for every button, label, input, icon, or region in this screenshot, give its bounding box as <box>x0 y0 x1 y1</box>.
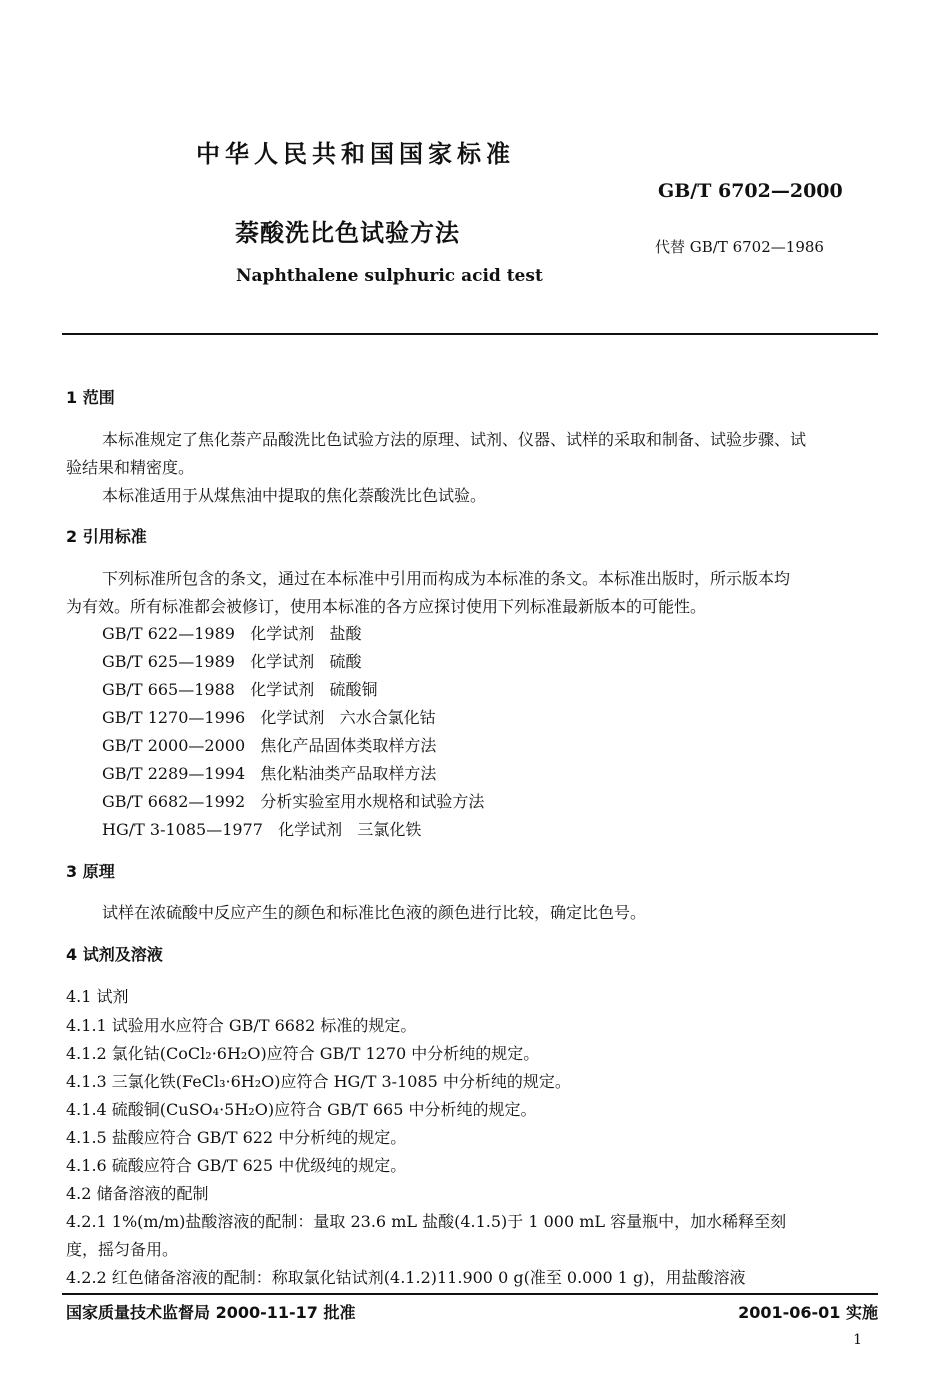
section-1-para: 本标准适用于从煤焦油中提取的焦化萘酸洗比色试验。 <box>102 486 487 505</box>
reagent-item: 4.1.3 三氯化铁(FeCl₃·6H₂O)应符合 HG/T 3-1085 中分析纯的规定。 <box>66 1072 571 1091</box>
document-title-english: Naphthalene sulphuric acid test <box>236 266 543 286</box>
subsection-4-1-heading: 4.1 试剂 <box>66 987 129 1006</box>
reagent-item: 4.1.5 盐酸应符合 GB/T 622 中分析纯的规定。 <box>66 1128 407 1147</box>
solution-item-line: 4.2.2 红色储备溶液的配制：称取氯化钴试剂(4.1.2)11.900 0 g(准至 0.000 1 g)，用盐酸溶液 <box>66 1268 746 1287</box>
reference-item: GB/T 2289—1994 焦化粘油类产品取样方法 <box>102 764 437 783</box>
approval-date: 国家质量技术监督局 2000-11-17 批准 <box>66 1303 356 1322</box>
reagent-item: 4.1.4 硫酸铜(CuSO₄·5H₂O)应符合 GB/T 665 中分析纯的规定。 <box>66 1100 537 1119</box>
reagent-item: 4.1.6 硫酸应符合 GB/T 625 中优级纯的规定。 <box>66 1156 407 1175</box>
header-rule <box>62 333 878 335</box>
solution-item-line: 4.2.1 1%(m/m)盐酸溶液的配制：量取 23.6 mL 盐酸(4.1.5)于 1 000 mL 容量瓶中，加水稀释至刻 <box>66 1212 787 1231</box>
section-2-para-line: 下列标准所包含的条文，通过在本标准中引用而构成为本标准的条文。本标准出版时，所示版本均 <box>102 569 791 588</box>
section-3-para: 试样在浓硫酸中反应产生的颜色和标准比色液的颜色进行比较，确定比色号。 <box>102 903 647 922</box>
reference-item: GB/T 1270—1996 化学试剂 六水合氯化钴 <box>102 708 436 727</box>
document-title: 萘酸洗比色试验方法 <box>235 219 460 247</box>
reference-item: HG/T 3-1085—1977 化学试剂 三氯化铁 <box>102 820 422 839</box>
section-4-heading: 4 试剂及溶液 <box>66 945 163 964</box>
section-1-heading: 1 范围 <box>66 388 115 407</box>
footer-rule <box>62 1293 878 1295</box>
subsection-4-2-heading: 4.2 储备溶液的配制 <box>66 1184 209 1203</box>
section-2-heading: 2 引用标准 <box>66 527 147 546</box>
effective-date: 2001-06-01 实施 <box>738 1303 878 1322</box>
section-3-heading: 3 原理 <box>66 862 115 881</box>
reference-item: GB/T 622—1989 化学试剂 盐酸 <box>102 624 362 643</box>
replaces-standard: 代替 GB/T 6702—1986 <box>655 238 824 256</box>
reference-item: GB/T 625—1989 化学试剂 硫酸 <box>102 652 362 671</box>
section-1-para-line: 验结果和精密度。 <box>66 458 195 477</box>
section-2-para-line: 为有效。所有标准都会被修订，使用本标准的各方应探讨使用下列标准最新版本的可能性。 <box>66 597 707 616</box>
reference-item: GB/T 2000—2000 焦化产品固体类取样方法 <box>102 736 437 755</box>
national-standard-title: 中华人民共和国国家标准 <box>196 140 515 168</box>
section-1-para-line: 本标准规定了焦化萘产品酸洗比色试验方法的原理、试剂、仪器、试样的采取和制备、试验步骤、试 <box>102 430 807 449</box>
page-number: 1 <box>853 1332 862 1348</box>
reagent-item: 4.1.2 氯化钴(CoCl₂·6H₂O)应符合 GB/T 1270 中分析纯的规定。 <box>66 1044 540 1063</box>
reference-item: GB/T 665—1988 化学试剂 硫酸铜 <box>102 680 378 699</box>
reagent-item: 4.1.1 试验用水应符合 GB/T 6682 标准的规定。 <box>66 1016 417 1035</box>
reference-item: GB/T 6682—1992 分析实验室用水规格和试验方法 <box>102 792 485 811</box>
solution-item-line: 度，摇匀备用。 <box>66 1240 179 1259</box>
standard-code: GB/T 6702—2000 <box>658 180 843 202</box>
